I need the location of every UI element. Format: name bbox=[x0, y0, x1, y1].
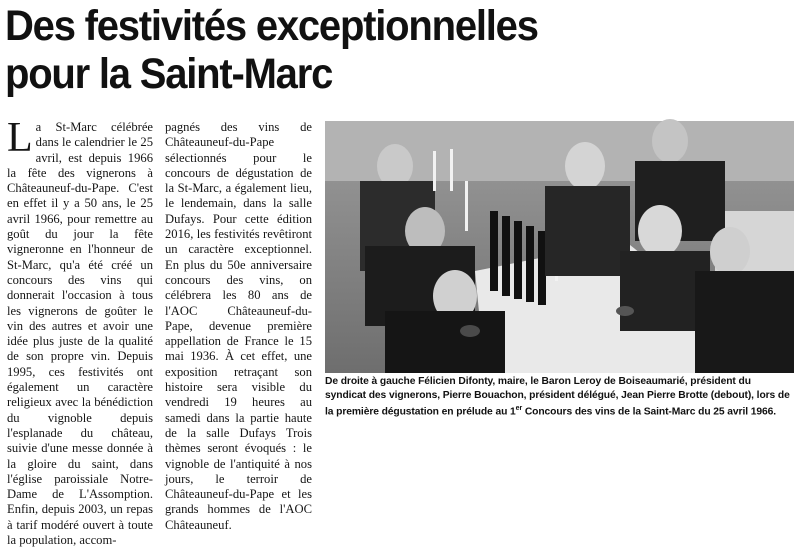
caption-text-1: De droite à gauche Félicien Difonty, maire, le Baron Leroy de Boiseaumarié, président du syndicat des vignerons, Pierre Bouachon, président délégué, Jean Pierre Brotte (debout), lors de la première dégustation en prélude au 1 bbox=[325, 376, 790, 418]
headline-line-2: pour la Saint-Marc bbox=[5, 50, 333, 98]
column-1-text: a St-Marc célébrée dans le calendrier le 25 avril, est depuis 1966 la fête des vignerons à Châteauneuf-du-Pape. C'est en effet il y a 50 ans, le 25 avril 1966, pour remettre au goût du jour la fête vigneronne en l'honneur de St-Marc, qu'a été créé un concours des vins qui donnerait l'occasion à tous les vignerons de goûter le vin des autres et avoir une idée plus juste de la qualité de son propre vin. Depuis 1995, ces festivités ont également un caractère religieux avec la bénédiction du vignoble depuis l'esplanade du château, suivie d'une messe donnée à la gloire du saint, dans l'église paroissiale Notre-Dame de L'Assomption. Enfin, depuis 2003, un repas à tarif modéré ouvert à toute la population, accom- bbox=[7, 120, 153, 548]
article-column-2 bbox=[165, 120, 312, 532]
column-2-text: pagnés des vins de Châteauneuf-du-Pape sélectionnés pour le concours de dégustation de la St-Marc, a également lieu, le lendemain, dans la salle Dufays. Pour cette édition 2016, les festivités revêtiront un caractère exceptionnel. En plus du 50e anniversaire concours des vins, on célébrera les 80 ans de l'AOC Châteauneuf-du-Pape, devenue première appellation de France le 15 mai 1936. À cet effet, une exposition retraçant son histoire sera visible du vendredi 19 heures au samedi dans la partie haute de la salle Dufays Trois thèmes seront évoqués : le vignoble de l'antiquité à nos jours, le terroir de Châteauneuf-du-Pape et les grands hommes de l'AOC Châteauneuf. bbox=[165, 120, 312, 532]
article-column-1 bbox=[7, 115, 153, 548]
headline bbox=[5, 2, 740, 98]
caption-text-2: Concours des vins de la Saint-Marc du 25 avril 1966. bbox=[522, 406, 777, 418]
archive-photo bbox=[325, 121, 794, 373]
drop-cap: L bbox=[7, 115, 33, 161]
photo-caption bbox=[325, 375, 794, 419]
caption-superscript: er bbox=[515, 405, 523, 412]
headline-line-1: Des festivités exceptionnelles bbox=[5, 2, 538, 50]
